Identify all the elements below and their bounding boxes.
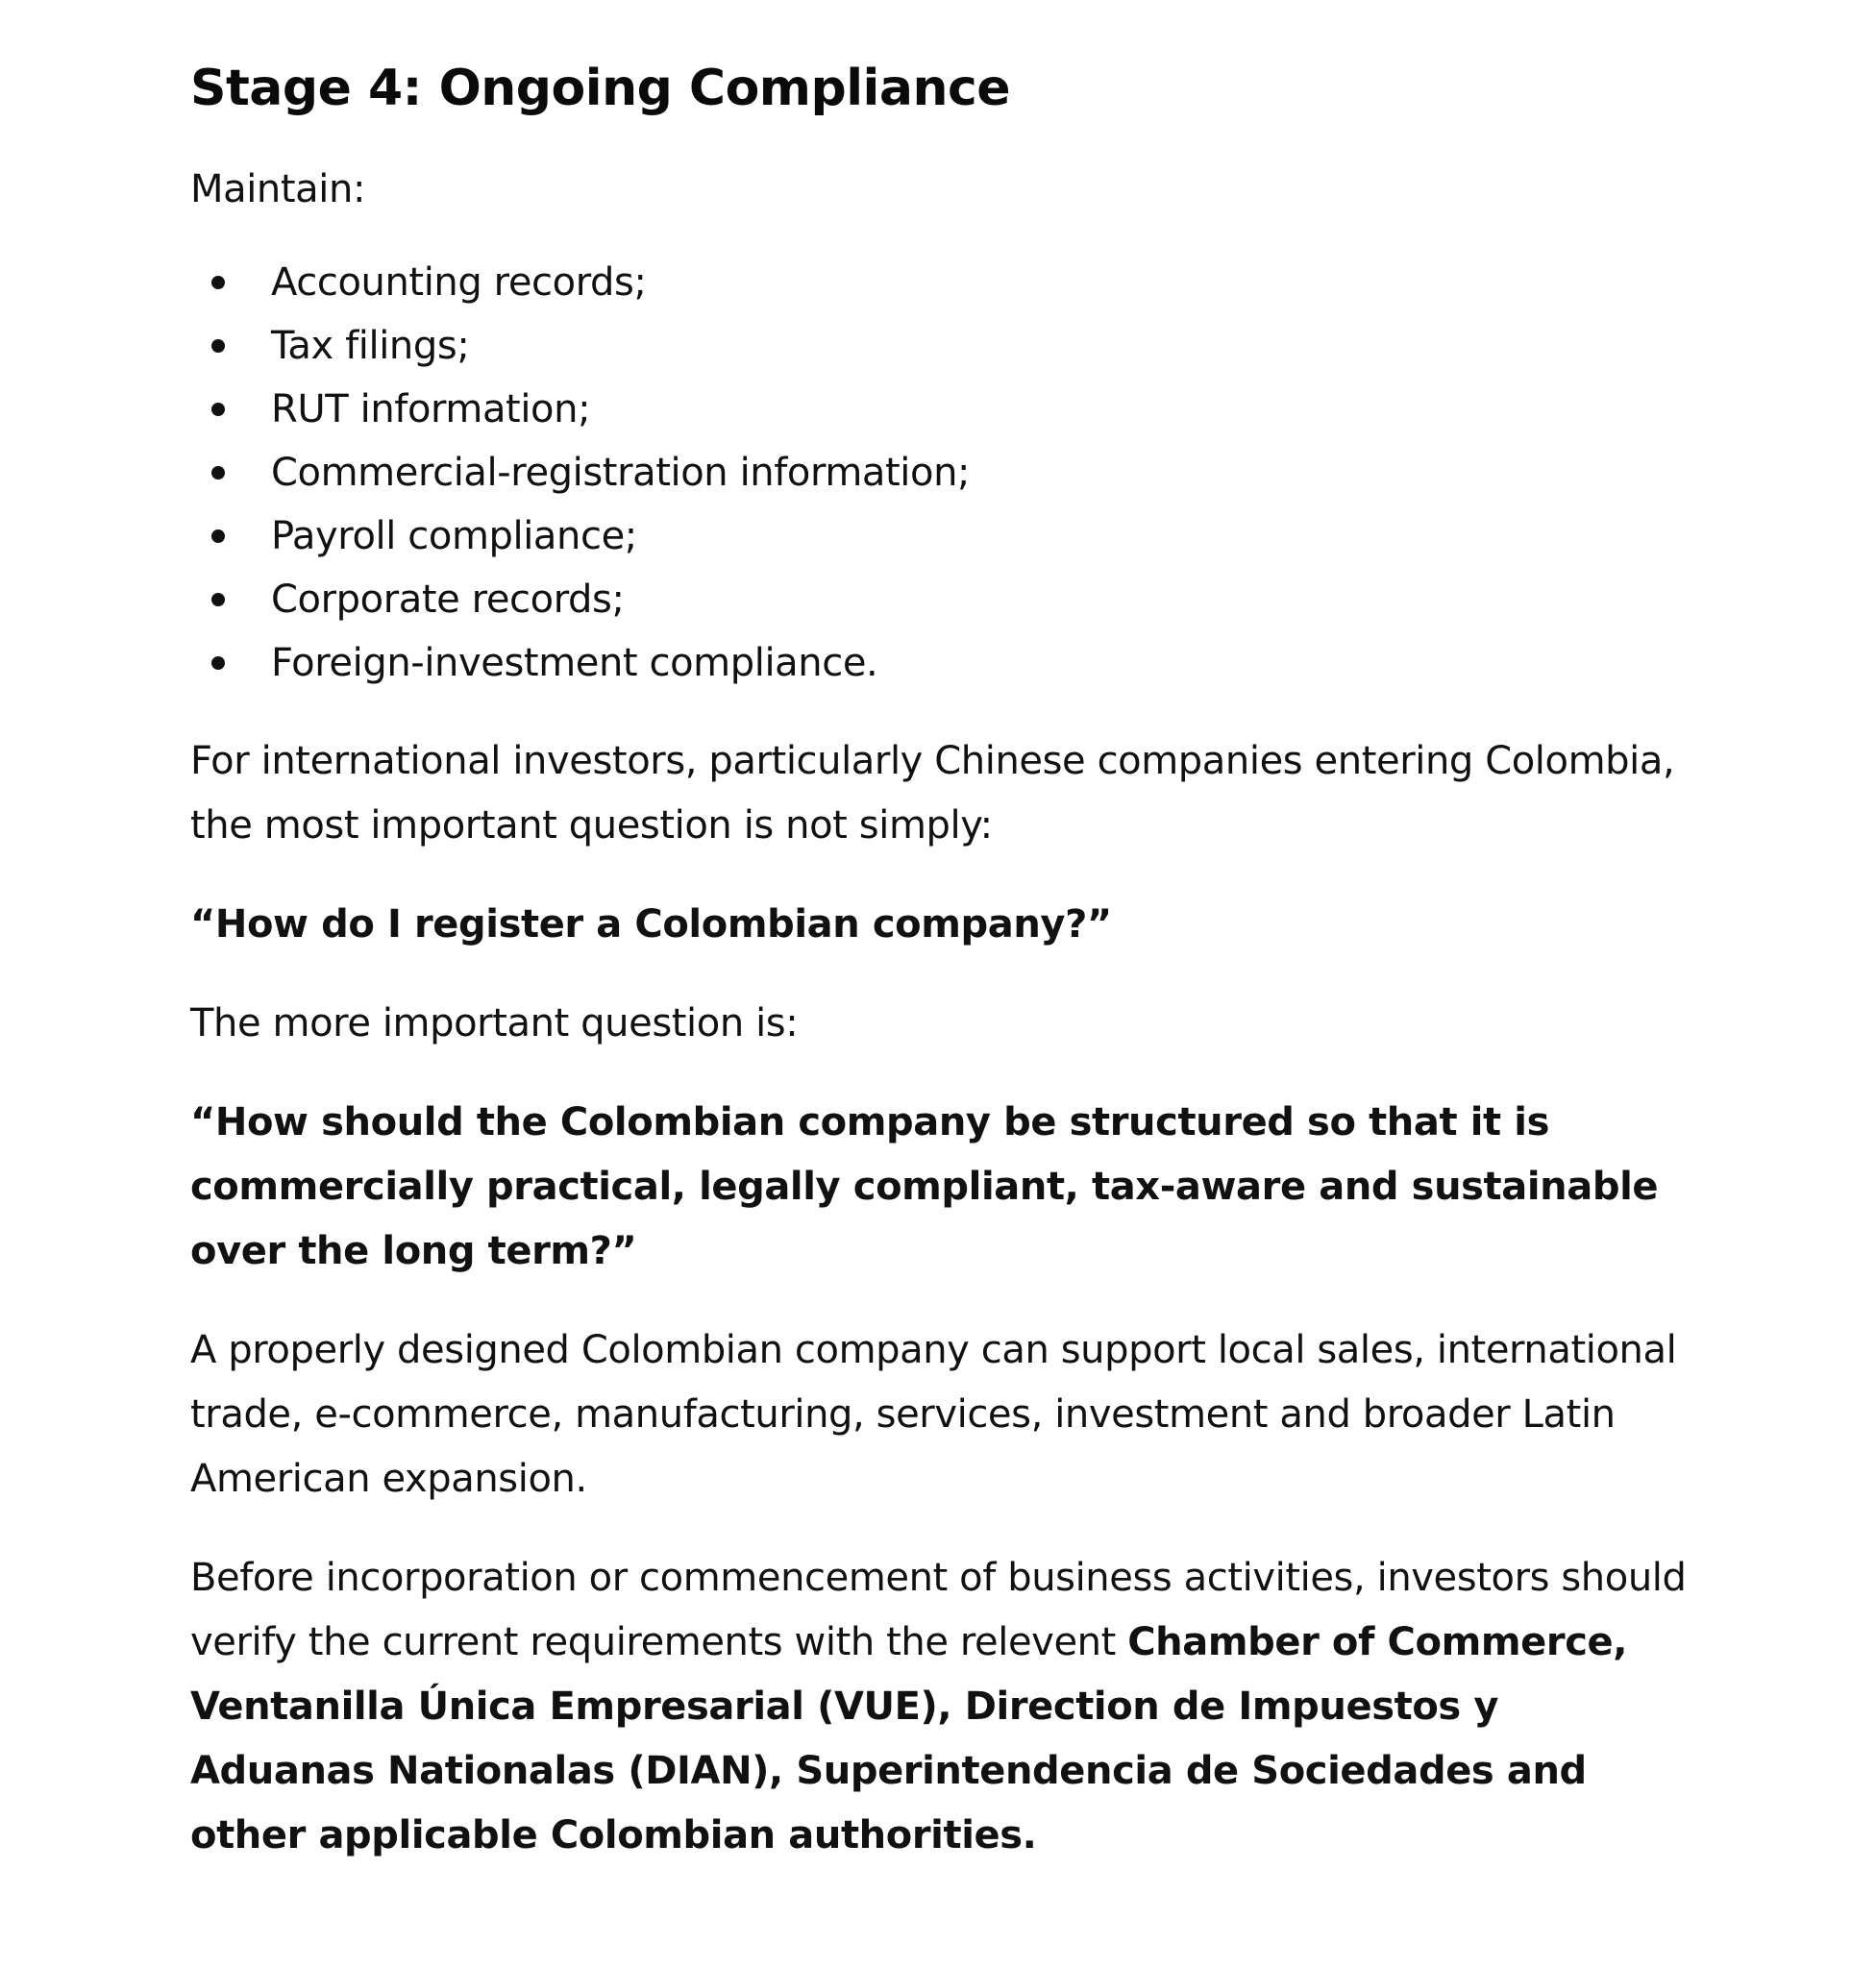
list-item [190,631,1690,695]
list-item-text: Corporate records; [271,578,625,622]
list-item [190,378,1690,441]
maintain-intro: Maintain: [190,167,366,211]
question-structure: “How should the Colombian company be structured so that it is commercially practical, legally compliant, tax-aware and sustainable over the long term?” [190,1100,1659,1273]
company-design-paragraph: A properly designed Colombian company can support local sales, international trade, e-commerce, manufacturing, services, investment and broader Latin American expansion. [190,1328,1677,1501]
bullet-icon [211,403,225,416]
list-item [190,314,1690,378]
list-item-text: Accounting records; [271,260,647,305]
bullet-icon [211,593,225,606]
bullet-icon [211,656,225,670]
compliance-list [190,251,1690,695]
bullet-icon [211,339,225,353]
bullet-icon [211,466,225,480]
list-item-text: Commercial-registration information; [271,451,971,495]
authorities-intro-text: Before incorporation or commencement of business activities, investors should verify the current requirements with the relevent [190,1556,1687,1664]
important-question-intro: The more important question is: [190,1001,799,1046]
article-content [190,58,1690,1868]
bullet-icon [211,276,225,289]
list-item [190,251,1690,314]
list-item-text: Tax filings; [271,324,470,368]
list-item-text: RUT information; [271,387,591,431]
list-item-text: Payroll compliance; [271,514,637,558]
section-heading: Stage 4: Ongoing Compliance [190,60,1011,117]
list-item-text: Foreign-investment compliance. [271,641,878,685]
authorities-paragraph [190,1546,1690,1868]
list-item [190,568,1690,631]
authorities-list-text: Chamber of Commerce, Ventanilla Única Empresarial (VUE), Direction de Impuestos y Aduanas Nationalas (DIAN), Superintendencia de Sociedades and other applicable Colombian authorities. [190,1620,1628,1857]
list-item [190,504,1690,568]
question-register: “How do I register a Colombian company?” [190,902,1112,947]
investor-paragraph: For international investors, particularly Chinese companies entering Colombia, the most important question is not simply: [190,739,1675,848]
bullet-icon [211,529,225,543]
list-item [190,441,1690,504]
